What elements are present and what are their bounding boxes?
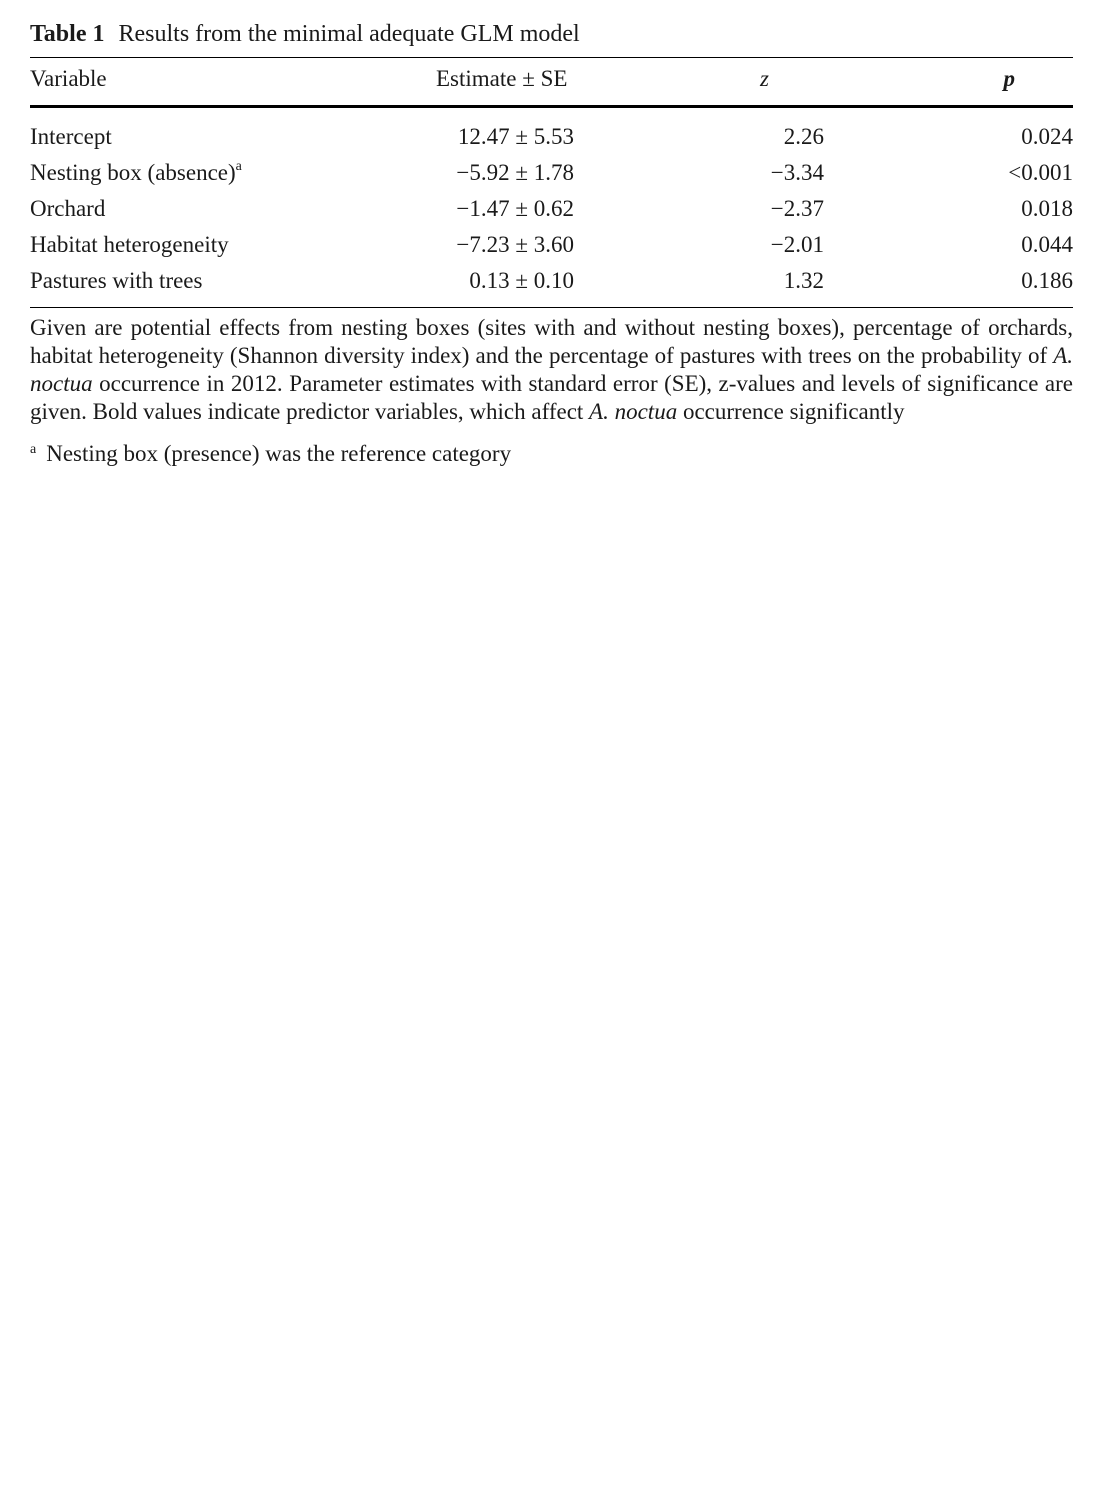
header-z: z: [760, 66, 769, 91]
row-z: −3.34: [770, 160, 824, 185]
row-p: 0.186: [1021, 268, 1073, 293]
table-row: [30, 122, 1073, 158]
table-title: Results from the minimal adequate GLM model: [118, 21, 580, 47]
row-z: 1.32: [783, 268, 824, 293]
header-row: [30, 58, 1073, 105]
table-footnote: Given are potential effects from nesting boxes (sites with and without nesting boxes), percentage of orchards, habitat heterogeneity (Shannon diversity index) and the percentage of pastures with trees on the probability of A. noctua occurrence in 2012. Parameter estimates with standard error (SE), z-values and levels of significance are given. Bold values indicate predictor variables, which affect A. noctua occurrence significantly: [30, 315, 1073, 424]
row-p: <0.001: [1008, 160, 1073, 185]
footnote-a-mark: a: [30, 442, 37, 457]
table-row: [30, 230, 1073, 266]
row-variable: Habitat heterogeneity: [30, 232, 229, 257]
row-estimate: 0.13 ± 0.10: [469, 268, 574, 293]
table-caption: [30, 18, 1073, 50]
row-p: 0.044: [1021, 232, 1073, 257]
row-p: 0.024: [1021, 124, 1073, 149]
row-z: 2.26: [783, 124, 824, 149]
table-row: [30, 194, 1073, 230]
footnote-a: [30, 436, 1073, 468]
row-estimate: 12.47 ± 5.53: [457, 124, 574, 149]
table-row: [30, 158, 1073, 194]
header-estimate: Estimate ± SE: [436, 66, 568, 91]
row-variable: Pastures with trees: [30, 268, 203, 293]
row-variable: Orchard: [30, 196, 106, 221]
row-p: 0.018: [1021, 196, 1073, 221]
table-row: [30, 266, 1073, 302]
row-estimate: −7.23 ± 3.60: [456, 232, 574, 257]
row-estimate: −5.92 ± 1.78: [456, 160, 574, 185]
footnote-a-text: Nesting box (presence) was the reference category: [46, 441, 512, 466]
row-z: −2.37: [770, 196, 824, 221]
table-label: Table 1: [30, 21, 105, 47]
species-name: A. noctua: [589, 399, 678, 424]
footnote-marker: a: [235, 159, 242, 174]
row-variable: Nesting box (absence)$^a$: [30, 159, 242, 185]
header-p: p: [1003, 66, 1015, 91]
header-variable: Variable: [30, 66, 107, 91]
row-variable: Intercept: [30, 124, 112, 149]
results-table: [30, 18, 1073, 468]
row-z: −2.01: [770, 232, 824, 257]
bottom-rule: [30, 307, 1073, 308]
table-body: [30, 108, 1073, 307]
species-name: A. noctua: [30, 343, 1073, 396]
row-estimate: −1.47 ± 0.62: [456, 196, 574, 221]
